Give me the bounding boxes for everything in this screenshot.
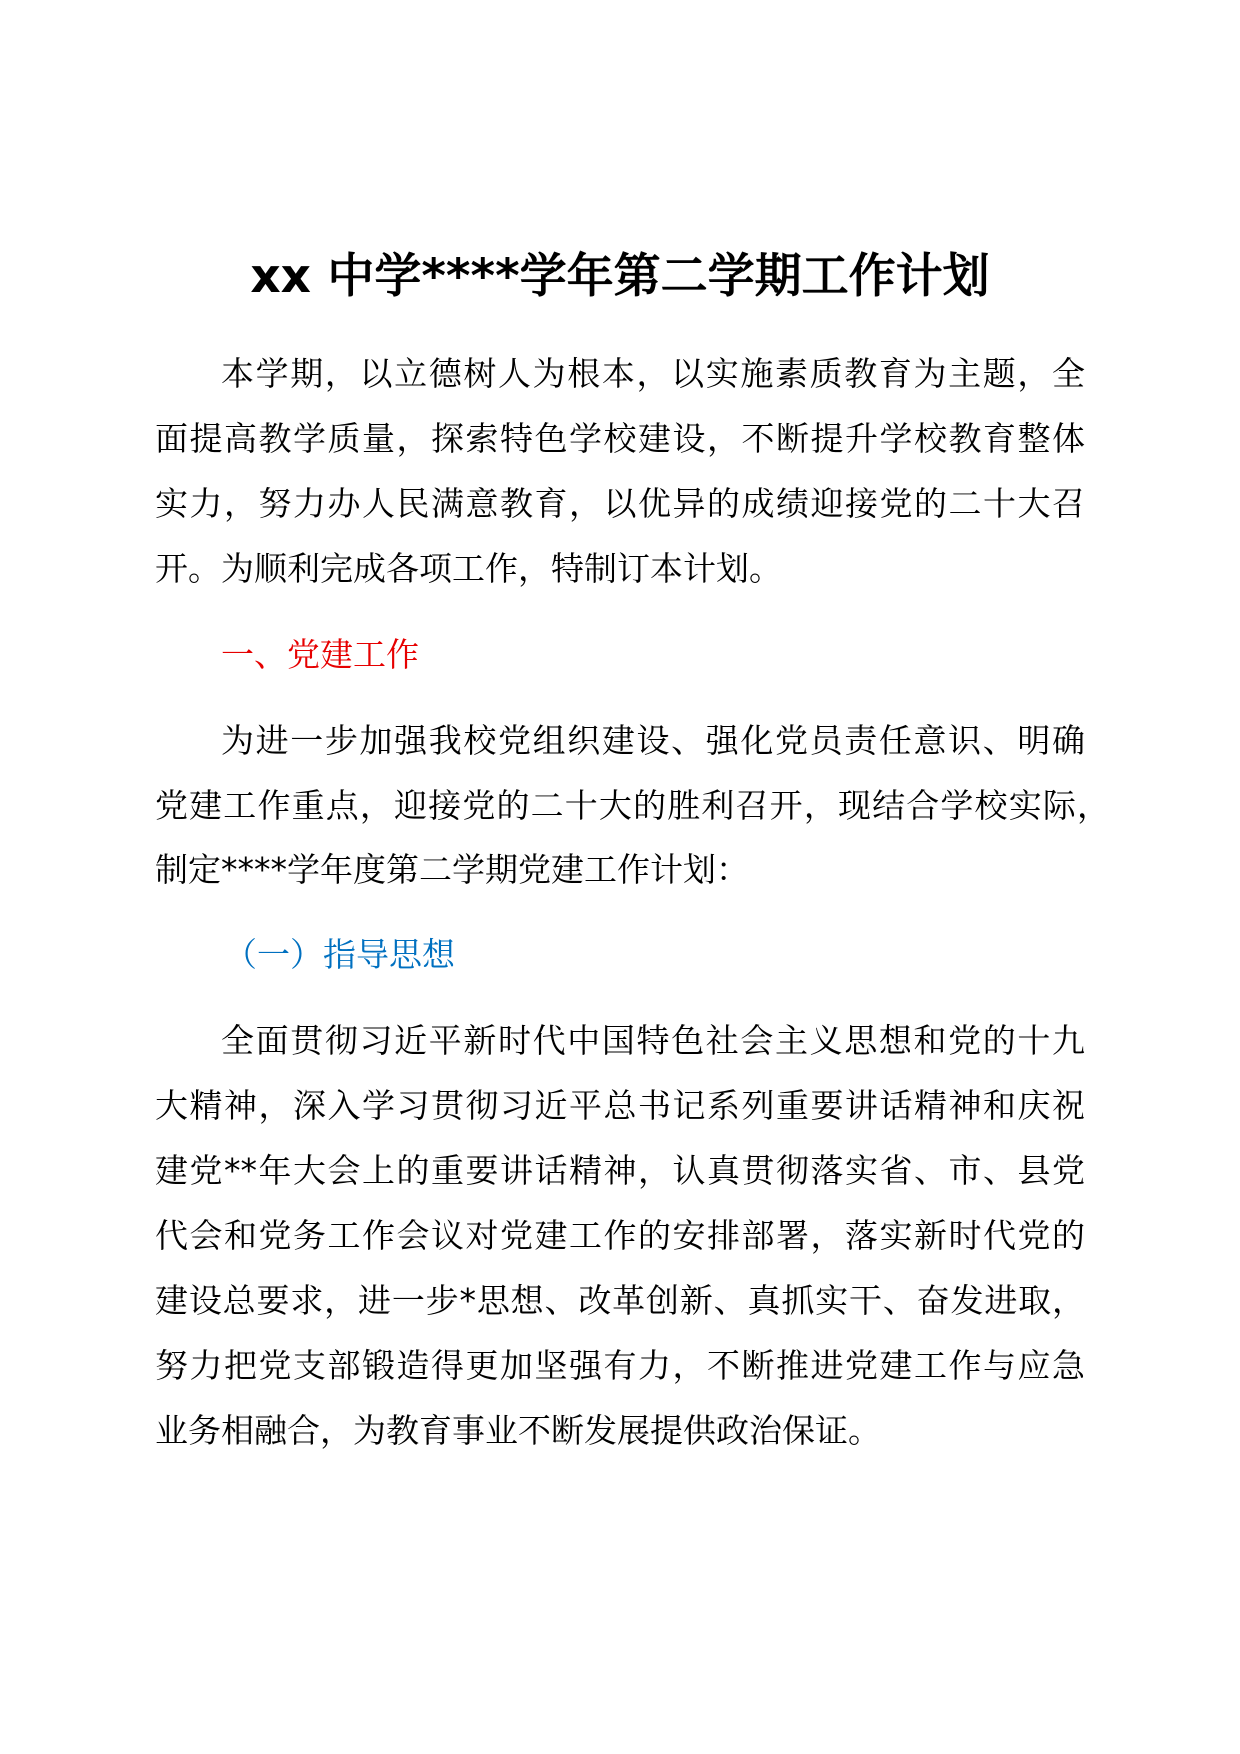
paragraph-line: 大精神，深入学习贯彻习近平总书记系列重要讲话精神和庆祝 bbox=[155, 1086, 1085, 1125]
paragraph-line: 党建工作重点，迎接党的二十大的胜利召开，现结合学校实际， bbox=[155, 786, 1110, 825]
paragraph-line: 代会和党务工作会议对党建工作的安排部署，落实新时代党的 bbox=[155, 1216, 1085, 1255]
paragraph-line: 努力把党支部锻造得更加坚强有力，不断推进党建工作与应急 bbox=[155, 1346, 1085, 1385]
paragraph-line: 建党**年大会上的重要讲话精神，认真贯彻落实省、市、县党 bbox=[155, 1151, 1085, 1190]
subsection-heading-guiding-ideology: （一）指导思想 bbox=[224, 935, 455, 974]
paragraph-line: 为进一步加强我校党组织建设、强化党员责任意识、明确 bbox=[221, 721, 1085, 760]
paragraph-line: 全面贯彻习近平新时代中国特色社会主义思想和党的十九 bbox=[221, 1021, 1085, 1060]
paragraph-line: 制定****学年度第二学期党建工作计划： bbox=[155, 850, 749, 889]
paragraph-line: 面提高教学质量，探索特色学校建设，不断提升学校教育整体 bbox=[155, 419, 1085, 458]
paragraph-line: 实力，努力办人民满意教育，以优异的成绩迎接党的二十大召 bbox=[155, 484, 1085, 523]
section-heading-party-building: 一、党建工作 bbox=[221, 635, 419, 674]
paragraph-line: 建设总要求，进一步*思想、改革创新、真抓实干、奋发进取， bbox=[155, 1281, 1085, 1320]
paragraph-line: 本学期，以立德树人为根本，以实施素质教育为主题，全 bbox=[221, 354, 1085, 393]
document-title: xx 中学****学年第二学期工作计划 bbox=[250, 249, 990, 304]
paragraph-line: 业务相融合，为教育事业不断发展提供政治保证。 bbox=[155, 1411, 881, 1450]
paragraph-line: 开。为顺利完成各项工作，特制订本计划。 bbox=[155, 549, 782, 588]
